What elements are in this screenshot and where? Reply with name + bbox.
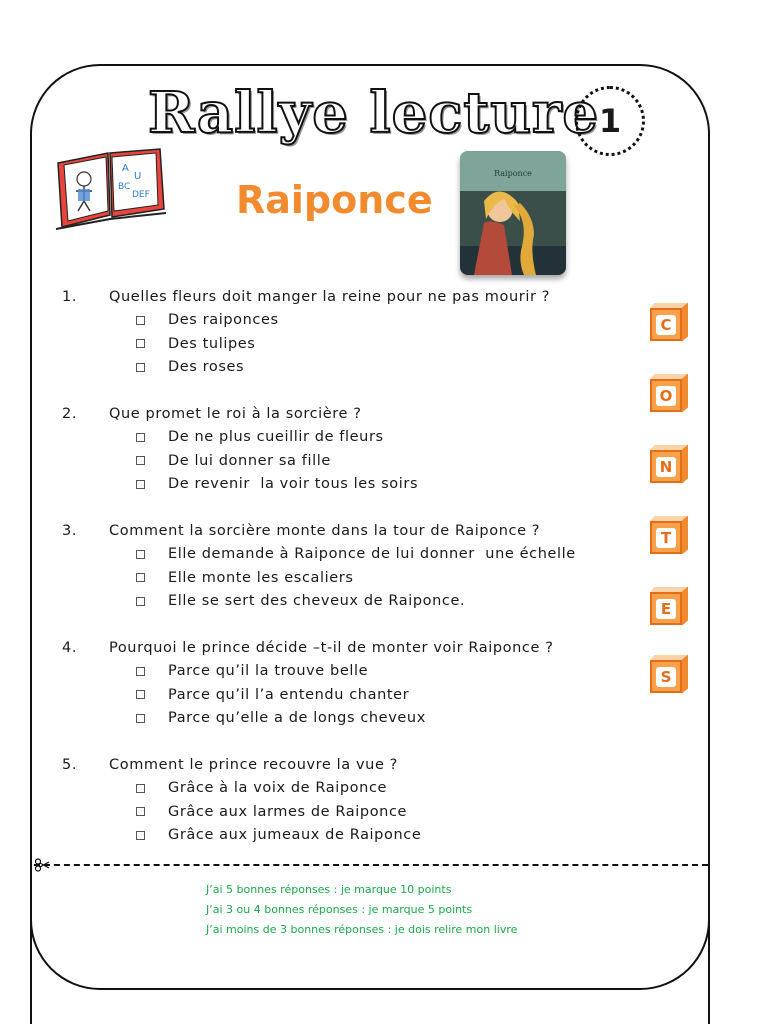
question-text: Quelles fleurs doit manger la reine pour ne pas mourir ? [109,288,551,305]
question-2 [62,402,622,496]
answer-label: De revenir la voir tous les soirs [168,476,419,493]
question-number: 5. [62,756,78,773]
checkbox[interactable] [136,831,145,840]
letter-cube [650,516,688,556]
page-title: Rallye lecture [148,80,600,146]
svg-text:U: U [134,171,142,182]
answer-label: Des raiponces [168,312,279,329]
answer-label: Parce qu’elle a de longs cheveux [168,710,426,727]
question-number: 4. [62,639,78,656]
question-text: Comment la sorcière monte dans la tour de Raiponce ? [109,522,541,539]
checkbox[interactable] [136,550,145,559]
letter-cube [650,655,688,695]
book-cover-image [460,151,566,275]
answer-option[interactable] [62,426,622,450]
question-number: 1. [62,288,78,305]
checkbox[interactable] [136,316,145,325]
answer-option[interactable] [62,309,622,333]
cube-letter: C [656,315,676,335]
svg-text:DEF: DEF [132,190,150,200]
answer-option[interactable] [62,566,622,590]
question-number: 3. [62,522,78,539]
scissors-icon [34,858,50,872]
checkbox[interactable] [136,807,145,816]
answer-label: Des roses [168,359,245,376]
open-book-icon [52,145,170,235]
answer-label: Grâce à la voix de Raiponce [168,780,388,797]
svg-text:A: A [122,163,129,174]
answer-option[interactable] [62,590,622,614]
answer-label: Grâce aux jumeaux de Raiponce [168,827,422,844]
answer-option[interactable] [62,707,622,731]
answer-label: Elle se sert des cheveux de Raiponce. [168,593,466,610]
answer-option[interactable] [62,800,622,824]
answer-option[interactable] [62,777,622,801]
answer-option[interactable] [62,473,622,497]
question-3 [62,519,622,613]
answer-label: Elle monte les escaliers [168,569,354,586]
letter-cube [650,587,688,627]
letter-cube [650,445,688,485]
answer-option[interactable] [62,356,622,380]
letter-cube [650,303,688,343]
question-text: Pourquoi le prince décide –t-il de monter voir Raiponce ? [109,639,554,656]
answer-option[interactable] [62,683,622,707]
cut-line [34,864,708,866]
question-1 [62,285,622,379]
score-rule-line: J’ai moins de 3 bonnes réponses : je dois relire mon livre [206,923,518,936]
answer-option[interactable] [62,824,622,848]
checkbox[interactable] [136,714,145,723]
checkbox[interactable] [136,690,145,699]
answer-option[interactable] [62,660,622,684]
cover-title: Raiponce [494,169,532,178]
question-5 [62,753,622,847]
cube-letter: O [656,386,676,406]
scoring-legend [206,880,517,940]
cube-letter: E [656,599,676,619]
question-4 [62,636,622,730]
answer-label: Parce qu’il la trouve belle [168,663,369,680]
checkbox[interactable] [136,456,145,465]
answer-option[interactable] [62,543,622,567]
question-text: Comment le prince recouvre la vue ? [109,756,398,773]
answer-label: Grâce aux larmes de Raiponce [168,803,408,820]
score-rule-line: J’ai 5 bonnes réponses : je marque 10 points [206,883,452,896]
answer-label: De ne plus cueillir de fleurs [168,429,384,446]
checkbox[interactable] [136,480,145,489]
cube-letter: T [656,528,676,548]
question-text: Que promet le roi à la sorcière ? [109,405,362,422]
question-list [62,285,622,870]
letter-cube [650,374,688,414]
rallye-number-badge: 1 [575,86,645,156]
answer-label: Elle demande à Raiponce de lui donner une échelle [168,546,576,563]
question-number: 2. [62,405,78,422]
checkbox[interactable] [136,573,145,582]
answer-option[interactable] [62,449,622,473]
score-rule-line: J’ai 3 ou 4 bonnes réponses : je marque 5 points [206,903,473,916]
checkbox[interactable] [136,433,145,442]
checkbox[interactable] [136,339,145,348]
checkbox[interactable] [136,363,145,372]
book-title: Raiponce [236,178,433,222]
svg-text:BC: BC [118,182,131,192]
checkbox[interactable] [136,597,145,606]
cube-letter: S [656,667,676,687]
answer-label: Parce qu’il l’a entendu chanter [168,686,410,703]
answer-label: De lui donner sa fille [168,452,331,469]
checkbox[interactable] [136,784,145,793]
cube-letter: N [656,457,676,477]
answer-option[interactable] [62,332,622,356]
answer-label: Des tulipes [168,335,256,352]
checkbox[interactable] [136,667,145,676]
